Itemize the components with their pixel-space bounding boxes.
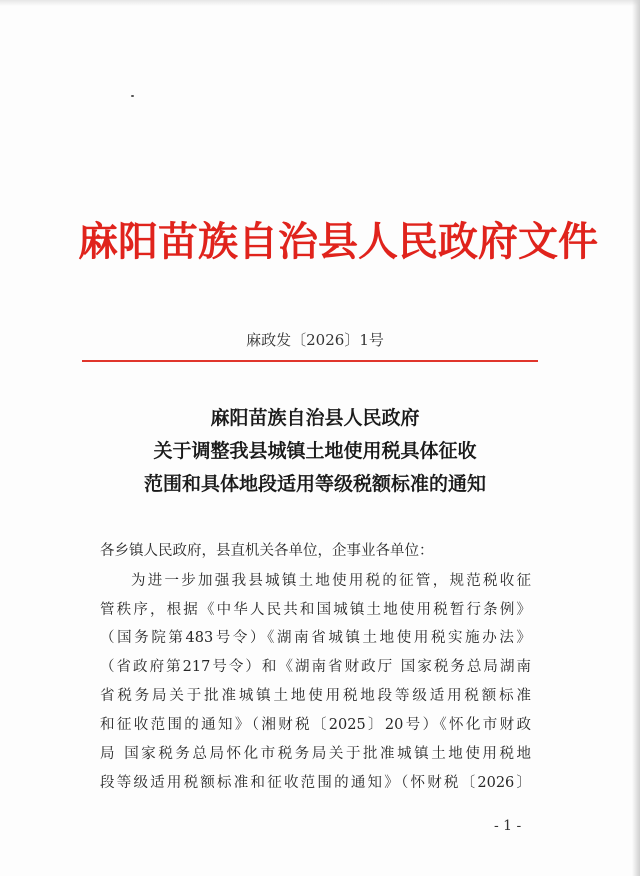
scan-edge-top bbox=[0, 0, 640, 6]
addressee-line: 各乡镇人民政府，县直机关各单位，企事业各单位： bbox=[100, 543, 434, 559]
body-line-1: 为进一步加强我县城镇土地使用税的征管，规范税收征 bbox=[131, 573, 531, 589]
notice-title-line-1: 麻阳苗族自治县人民政府 bbox=[210, 407, 420, 429]
scan-speck bbox=[131, 95, 134, 97]
body-line-7: 局 国家税务总局怀化市税务局关于批准城镇土地使用税地 bbox=[100, 746, 531, 762]
red-divider-line bbox=[82, 360, 538, 362]
body-line-4: （省政府第217号令）和《湖南省财政厅 国家税务总局湖南 bbox=[100, 659, 531, 675]
body-line-3: （国务院第483号令）《湖南省城镇土地使用税实施办法》 bbox=[100, 630, 531, 646]
body-line-6: 和征收范围的通知》（湘财税〔2025〕20号）《怀化市财政 bbox=[100, 717, 531, 733]
notice-title-line-3: 范围和具体地段适用等级税额标准的通知 bbox=[143, 473, 486, 495]
document-number: 麻政发〔2026〕1号 bbox=[246, 331, 384, 349]
body-line-5: 省税务局关于批准城镇土地使用税地段等级适用税额标准 bbox=[100, 688, 531, 704]
body-line-8: 段等级适用税额标准和征收范围的通知》（怀财税〔2026〕 bbox=[100, 775, 531, 791]
scan-edge-right bbox=[632, 0, 640, 876]
page-number: - 1 - bbox=[494, 818, 522, 834]
body-line-2: 管秩序，根据《中华人民共和国城镇土地使用税暂行条例》 bbox=[100, 602, 531, 618]
document-header-title: 麻阳苗族自治县人民政府文件 bbox=[78, 219, 598, 265]
notice-title-line-2: 关于调整我县城镇土地使用税具体征收 bbox=[153, 440, 477, 462]
